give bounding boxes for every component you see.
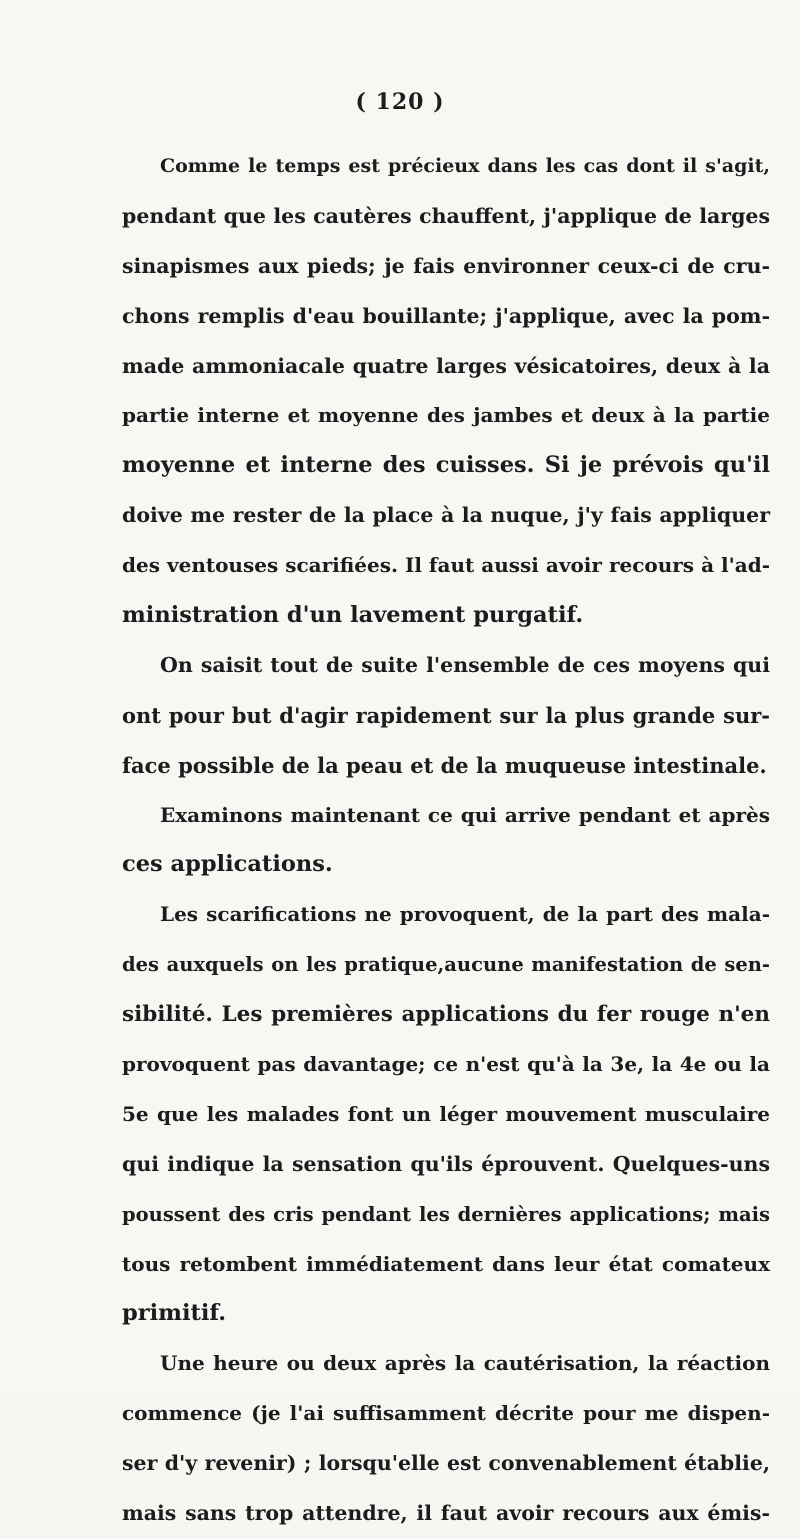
text-line: chons remplis d'eau bouillante; j'applique, avec la pom- [122, 303, 770, 328]
text-line: moyenne et interne des cuisses. Si je prévois qu'il [122, 452, 770, 479]
text-line: face possible de la peau et de la muqueuse intestinale. [122, 752, 767, 778]
text-line: primitif. [122, 1300, 227, 1327]
text-line: sinapismes aux pieds; je fais environner ceux-ci de cru- [122, 253, 770, 278]
text-line: Les scarifications ne provoquent, de la part des mala- [160, 902, 770, 927]
text-line: Une heure ou deux après la cautérisation, la réaction [160, 1351, 770, 1376]
text-line: ser d'y revenir) ; lorsqu'elle est convenablement établie, [122, 1451, 770, 1476]
body-text [122, 142, 770, 1539]
text-line: ces applications. [122, 851, 333, 878]
text-line: mais sans trop attendre, il faut avoir recours aux émis- [122, 1501, 770, 1526]
text-line: sibilité. Les premières applications du fer rouge n'en [122, 1002, 770, 1028]
text-line: Comme le temps est précieux dans les cas dont il s'agit, [160, 155, 770, 177]
text-line: qui indique la sensation qu'ils éprouvent. Quelques-uns [122, 1151, 770, 1176]
text-line: pendant que les cautères chauffent, j'applique de larges [122, 203, 770, 228]
text-line: 5e que les malades font un léger mouvement musculaire [122, 1101, 770, 1126]
text-line: made ammoniacale quatre larges vésicatoires, deux à la [122, 353, 770, 378]
text-line: On saisit tout de suite l'ensemble de ces moyens qui [160, 652, 770, 677]
text-line: des ventouses scarifiées. Il faut aussi avoir recours à l'ad- [122, 553, 770, 578]
text-line: ont pour but d'agir rapidement sur la plus grande sur- [122, 702, 770, 728]
text-line: des auxquels on les pratique,aucune manifestation de sen- [122, 953, 770, 977]
text-line: partie interne et moyenne des jambes et deux à la partie [122, 403, 770, 428]
text-line: ministration d'un lavement purgatif. [122, 602, 584, 629]
page-number: ( 120 ) [355, 89, 445, 115]
text-line: doive me rester de la place à la nuque, j'y fais appliquer [122, 503, 770, 528]
text-line: poussent des cris pendant les dernières applications; mais [122, 1202, 770, 1226]
text-line: provoquent pas davantage; ce n'est qu'à la 3e, la 4e ou la [122, 1052, 770, 1077]
text-line: Examinons maintenant ce qui arrive pendant et après [160, 802, 770, 827]
text-line: tous retombent immédiatement dans leur état comateux [122, 1251, 770, 1276]
text-line: commence (je l'ai suffisamment décrite pour me dispen- [122, 1401, 770, 1426]
